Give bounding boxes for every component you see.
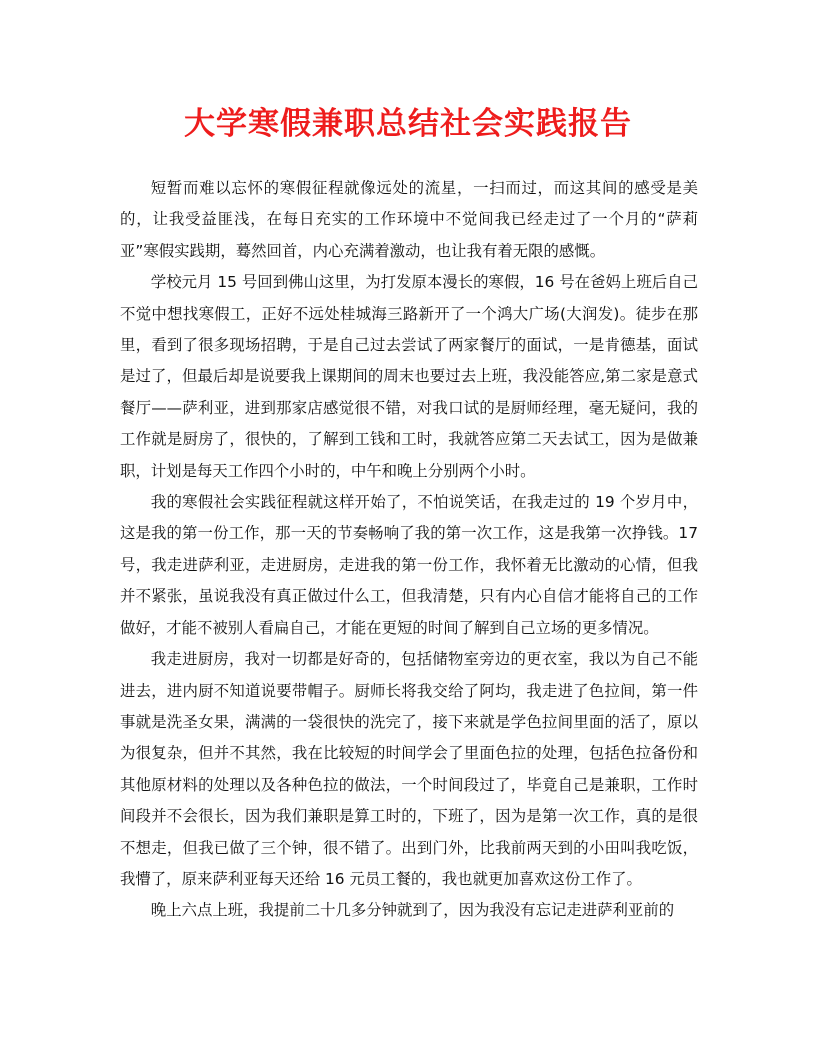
paragraph-5: 晚上六点上班，我提前二十几多分钟就到了，因为我没有忘记走进萨利亚前的 — [150, 901, 675, 920]
paragraph-1: 短暂而难以忘怀的寒假征程就像远处的流星，一扫而过，而这其间的感受是美的，让我受益匪浅，在每日充实的工作环境中不觉间我已经走过了一个月的“萨莉亚”寒假实践期，蓦然回首，内心充满着激动，也让我有着无限的感慨。 — [120, 179, 698, 260]
paragraph-4: 我走进厨房，我对一切都是好奇的，包括储物室旁边的更衣室，我以为自己不能进去，进内厨不知道说要带帽子。厨师长将我交给了阿均，我走进了色拉间，第一件事就是洗圣女果，满满的一袋很快的洗完了，接下来就是学色拉间里面的活了，原以为很复杂，但并不其然，我在比较短的时间学会了里面色拉的处理，包括色拉备份和其他原材料的处理以及各种色拉的做法，一个时间段过了，毕竟自己是兼职，工作时间段并不会很长，因为我们兼职是算工时的，下班了，因为是第一次工作，真的是很不想走，但我已做了三个钟，很不错了。出到门外，比我前两天到的小田叫我吃饭，我懵了，原来萨利亚每天还给 16 元员工餐的，我也就更加喜欢这份工作了。 — [120, 650, 698, 888]
document-title: 大学寒假兼职总结社会实践报告 — [184, 106, 632, 142]
document-body — [120, 173, 698, 927]
paragraph-2: 学校元月 15 号回到佛山这里，为打发原本漫长的寒假，16 号在爸妈上班后自己不觉中想找寒假工，正好不远处桂城海三路新开了一个鸿大广场(大润发)。徒步在那里，看到了很多现场招聘，于是自己过去尝试了两家餐厅的面试，一是肯德基，面试是过了，但最后却是说要我上课期间的周末也要过去上班，我没能答应,第二家是意式餐厅——萨利亚，进到那家店感觉很不错，对我口试的是厨师经理，毫无疑问，我的工作就是厨房了，很快的，了解到工钱和工时，我就答应第二天去试工，因为是做兼职，计划是每天工作四个小时的，中午和晚上分别两个小时。 — [120, 273, 698, 480]
paragraph-3: 我的寒假社会实践征程就这样开始了，不怕说笑话，在我走过的 19 个岁月中，这是我的第一份工作，那一天的节奏畅响了我的第一次工作，这是我第一次挣钱。17 号，我走进萨利亚，走进厨房，走进我的第一份工作，我怀着无比激动的心情，但我并不紧张，虽说我没有真正做过什么工，但我清楚，只有内心自信才能将自己的工作做好，才能不被别人看扁自己，才能在更短的时间了解到自己立场的更多情况。 — [120, 493, 698, 637]
